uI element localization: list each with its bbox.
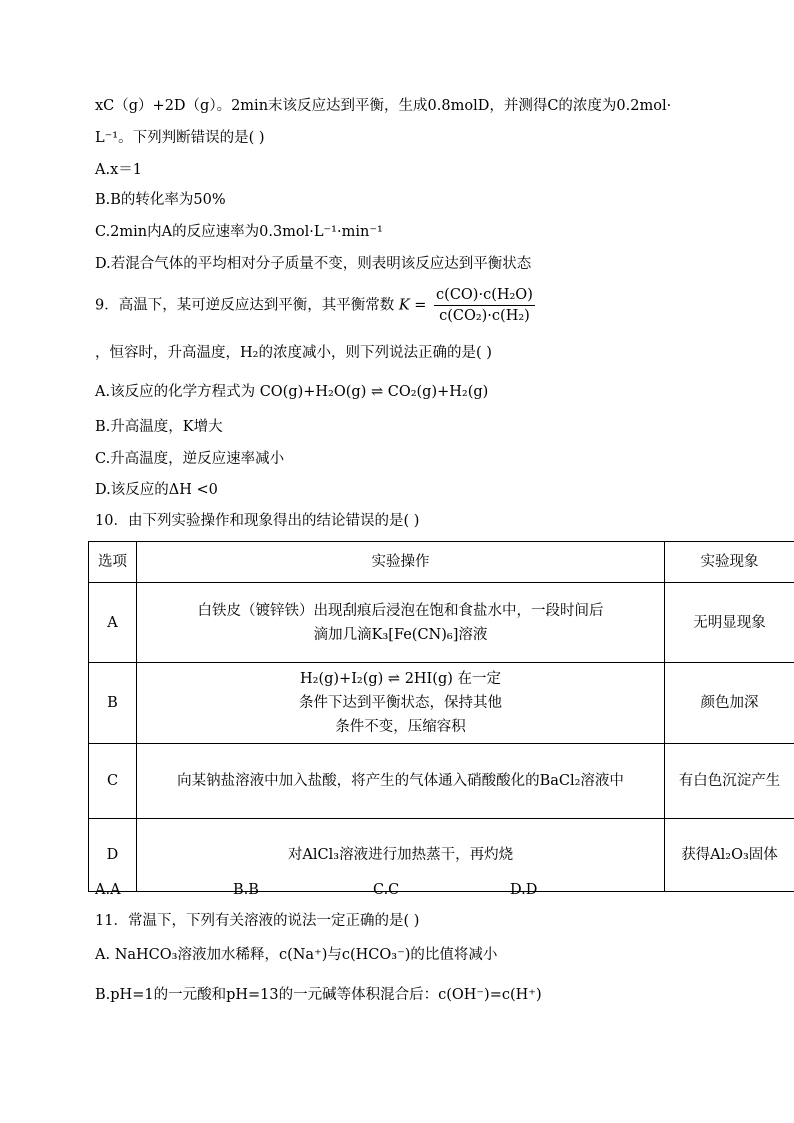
q8-line1: xC（g）+2D（g）。2min末该反应达到平衡，生成0.8molD，并测得C的浓度为0.2mol· [95,98,672,114]
q9-option-c: C.升高温度，逆反应速率减小 [95,451,285,467]
q11-stem: 11．常温下，下列有关溶液的说法一定正确的是( ) [95,913,420,929]
header-option: 选项 [89,542,137,583]
row-a-operation: 白铁皮（镀锌铁）出现刮痕后浸泡在饱和食盐水中，一段时间后滴加几滴K₃[Fe(CN)₆]溶液 [137,583,665,663]
q8-option-d: D.若混合气体的平均相对分子质量不变，则表明该反应达到平衡状态 [95,256,532,272]
q10-answer-b: B.B [233,882,259,898]
table-row [89,819,794,892]
table-row [89,744,794,819]
q10-answer-d: D.D [510,882,538,898]
table-row [89,583,794,663]
q9-option-a: A.该反应的化学方程式为 CO(g)+H₂O(g) ⇌ CO₂(g)+H₂(g) [95,384,489,400]
q9-option-b: B.升高温度，K增大 [95,419,223,435]
q9-stem2: ，恒容时，升高温度，H₂的浓度减小，则下列说法正确的是( ) [95,345,492,361]
q9-k-label: K = [398,297,427,314]
q10-stem: 10．由下列实验操作和现象得出的结论错误的是( ) [95,513,420,529]
row-a-phenomenon: 无明显现象 [665,583,794,663]
q10-answer-options [95,882,695,902]
q9-k-denominator: c(CO₂)·c(H₂) [439,308,530,324]
row-b-operation: H₂(g)+I₂(g) ⇌ 2HI(g) 在一定条件下达到平衡状态，保持其他条件不变，压缩容积 [137,663,665,744]
q9-stem-line [95,286,535,325]
row-d-operation: 对AlCl₃溶液进行加热蒸干，再灼烧 [137,819,665,892]
experiment-table [88,541,794,892]
header-operation: 实验操作 [137,542,665,583]
row-c-phenomenon: 有白色沉淀产生 [665,744,794,819]
row-a-option: A [89,583,137,663]
q8-option-b: B.B的转化率为50% [95,192,226,208]
row-d-option: D [89,819,137,892]
q8-option-c: C.2min内A的反应速率为0.3mol·L⁻¹·min⁻¹ [95,224,383,240]
row-b-option: B [89,663,137,744]
q10-answer-a: A.A [95,882,121,898]
q9-k-numerator: c(CO)·c(H₂O) [434,286,535,306]
q8-line2: L⁻¹。下列判断错误的是( ) [95,130,265,146]
header-phenomenon: 实验现象 [665,542,794,583]
q9-stem: 9．高温下，某可逆反应达到平衡，其平衡常数 [95,297,395,314]
q9-option-d: D.该反应的ΔH <0 [95,482,218,498]
q11-option-a: A. NaHCO₃溶液加水稀释，c(Na⁺)与c(HCO₃⁻)的比值将减小 [95,947,498,963]
table-row [89,663,794,744]
row-b-phenomenon: 颜色加深 [665,663,794,744]
q8-option-a: A.x＝1 [95,162,142,178]
row-c-operation: 向某钠盐溶液中加入盐酸，将产生的气体通入硝酸酸化的BaCl₂溶液中 [137,744,665,819]
q11-option-b: B.pH=1的一元酸和pH=13的一元碱等体积混合后：c(OH⁻)=c(H⁺) [95,987,542,1003]
row-c-option: C [89,744,137,819]
q10-answer-c: C.C [373,882,400,898]
q9-k-fraction [434,286,535,325]
table-header-row [89,542,794,583]
row-d-phenomenon: 获得Al₂O₃固体 [665,819,794,892]
